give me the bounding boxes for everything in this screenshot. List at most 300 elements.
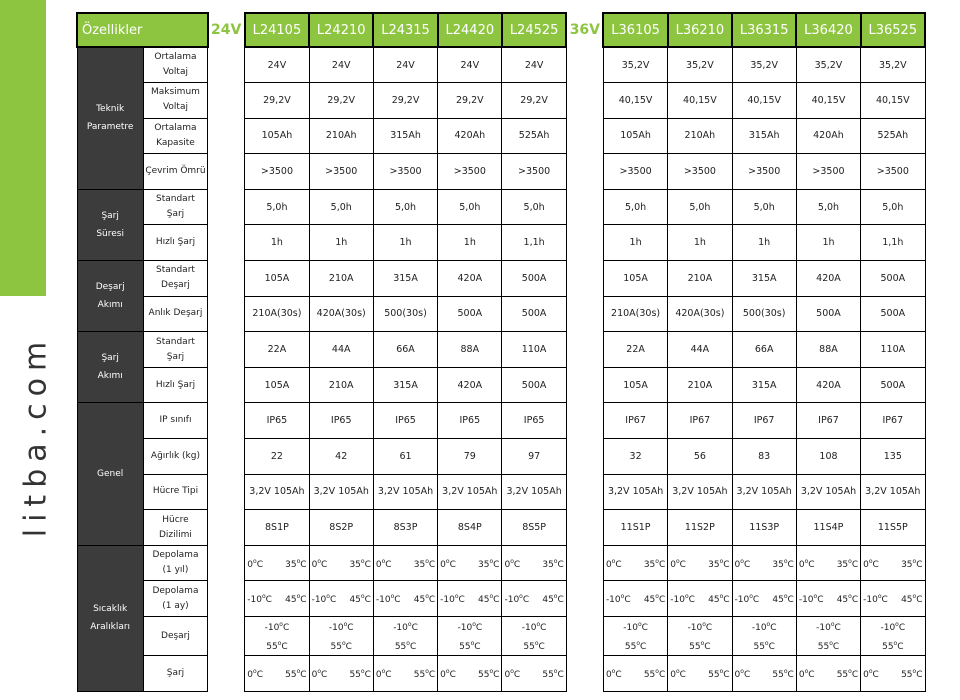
temperature-range-cell (668, 545, 732, 581)
value-cell-36v: 1h (796, 225, 860, 261)
temperature-range-cell (668, 581, 732, 617)
row-label: IP sınıfı (143, 403, 207, 439)
value-cell-24v: 29,2V (245, 83, 309, 119)
model-header-36: L36210 (668, 13, 732, 47)
spec-row (77, 474, 925, 510)
value-cell-24v: >3500 (373, 154, 437, 190)
column-gap (208, 296, 245, 332)
column-gap (566, 47, 603, 83)
group-label-cell: Genel (77, 403, 143, 545)
spec-row (77, 189, 925, 225)
value-cell-36v: 3,2V 105Ah (796, 474, 860, 510)
temperature-range: 0$^o$C 55$^o$C (504, 667, 564, 680)
temperature-range-cell (309, 617, 373, 656)
column-gap (208, 510, 245, 546)
temperature-range-cell (309, 581, 373, 617)
temperature-range-cell (245, 617, 309, 656)
value-cell-24v: 315Ah (373, 118, 437, 154)
column-gap (208, 118, 245, 154)
value-cell-24v: 44A (309, 332, 373, 368)
row-label: Hücre Tipi (143, 474, 207, 510)
column-gap (566, 656, 603, 692)
temperature-range-cell (732, 656, 796, 692)
value-cell-24v: 61 (373, 439, 437, 475)
model-header-24: L24105 (245, 13, 309, 47)
value-cell-36v: 500A (861, 296, 925, 332)
value-cell-24v: 3,2V 105Ah (245, 474, 309, 510)
value-cell-36v: 500(30s) (732, 296, 796, 332)
value-cell-24v: 210Ah (309, 118, 373, 154)
value-cell-36v: >3500 (603, 154, 667, 190)
value-cell-24v: IP65 (309, 403, 373, 439)
value-cell-36v: 500A (796, 296, 860, 332)
column-gap (566, 439, 603, 475)
spec-row (77, 439, 925, 475)
temperature-range: 0$^o$C 35$^o$C (863, 557, 923, 570)
value-cell-36v: 3,2V 105Ah (861, 474, 925, 510)
group-label-cell: Şarj Süresi (77, 189, 143, 260)
row-label: Depolama (1 ay) (143, 581, 207, 617)
temperature-range-cell (309, 545, 373, 581)
temperature-range: 0$^o$C 35$^o$C (670, 557, 730, 570)
row-label: Hızlı Şarj (143, 225, 207, 261)
model-header-24: L24420 (438, 13, 502, 47)
temperature-range: -10$^o$C 55$^o$C (623, 621, 648, 652)
value-cell-36v: 32 (603, 439, 667, 475)
value-cell-36v: 1,1h (861, 225, 925, 261)
temperature-range-cell (861, 617, 925, 656)
value-cell-36v: 525Ah (861, 118, 925, 154)
column-gap (566, 225, 603, 261)
column-gap (208, 474, 245, 510)
value-cell-36v: 11S3P (732, 510, 796, 546)
column-gap (208, 617, 245, 656)
value-cell-36v: >3500 (668, 154, 732, 190)
model-header-36: L36525 (861, 13, 925, 47)
value-cell-24v: 315A (373, 367, 437, 403)
temperature-range-cell (502, 617, 566, 656)
value-cell-36v: 110A (861, 332, 925, 368)
value-cell-36v: 420A (796, 261, 860, 297)
value-cell-24v: 1h (438, 225, 502, 261)
spec-row (77, 83, 925, 119)
value-cell-24v: IP65 (245, 403, 309, 439)
spec-table-container (76, 12, 926, 689)
value-cell-36v: 88A (796, 332, 860, 368)
value-cell-36v: 22A (603, 332, 667, 368)
value-cell-24v: 1h (309, 225, 373, 261)
value-cell-36v: 420A (796, 367, 860, 403)
temperature-range: -10$^o$C 45$^o$C (311, 593, 371, 606)
value-cell-36v: 420Ah (796, 118, 860, 154)
value-cell-24v: 79 (438, 439, 502, 475)
value-cell-36v: 40,15V (861, 83, 925, 119)
value-cell-36v: 11S5P (861, 510, 925, 546)
row-label: Standart Şarj (143, 189, 207, 225)
column-gap (566, 296, 603, 332)
temperature-range-cell (603, 617, 667, 656)
column-gap (208, 332, 245, 368)
temperature-range: -10$^o$C 45$^o$C (440, 593, 500, 606)
value-cell-36v: IP67 (796, 403, 860, 439)
value-cell-36v: 35,2V (603, 47, 667, 83)
value-cell-24v: 22A (245, 332, 309, 368)
value-cell-36v: 56 (668, 439, 732, 475)
temperature-range: -10$^o$C 55$^o$C (457, 621, 483, 652)
temperature-range: 0$^o$C 35$^o$C (247, 557, 307, 570)
temperature-range: 0$^o$C 55$^o$C (605, 667, 666, 680)
column-gap (208, 189, 245, 225)
spec-row (77, 656, 925, 692)
column-gap (208, 545, 245, 581)
temperature-range: 0$^o$C 35$^o$C (440, 557, 500, 570)
value-cell-24v: 5,0h (309, 189, 373, 225)
temperature-range-cell (438, 581, 502, 617)
value-cell-36v: 35,2V (732, 47, 796, 83)
value-cell-36v: 5,0h (668, 189, 732, 225)
row-label: Maksimum Voltaj (143, 83, 207, 119)
value-cell-24v: 24V (245, 47, 309, 83)
value-cell-24v: 5,0h (502, 189, 566, 225)
row-label: Standart Deşarj (143, 261, 207, 297)
value-cell-24v: 210A(30s) (245, 296, 309, 332)
value-cell-24v: 500A (438, 296, 502, 332)
value-cell-36v: 210A (668, 367, 732, 403)
row-label: Ortalama Voltaj (143, 47, 207, 83)
value-cell-24v: >3500 (309, 154, 373, 190)
value-cell-24v: 8S3P (373, 510, 437, 546)
column-gap (208, 83, 245, 119)
temperature-range-cell (732, 581, 796, 617)
value-cell-36v: 5,0h (861, 189, 925, 225)
model-header-36: L36105 (603, 13, 667, 47)
value-cell-24v: >3500 (245, 154, 309, 190)
value-cell-24v: 97 (502, 439, 566, 475)
value-cell-24v: 3,2V 105Ah (309, 474, 373, 510)
temperature-range: -10$^o$C 45$^o$C (734, 593, 794, 606)
temperature-range: 0$^o$C 55$^o$C (863, 667, 923, 680)
temperature-range: -10$^o$C 45$^o$C (605, 593, 666, 606)
temperature-range-cell (603, 656, 667, 692)
temperature-range-cell (438, 656, 502, 692)
temperature-range-cell (438, 545, 502, 581)
model-header-24: L24525 (502, 13, 566, 47)
temperature-range-cell (668, 617, 732, 656)
temperature-range: 0$^o$C 55$^o$C (247, 667, 307, 680)
value-cell-24v: 8S5P (502, 510, 566, 546)
value-cell-36v: 35,2V (861, 47, 925, 83)
value-cell-24v: 1h (373, 225, 437, 261)
row-label: Şarj (143, 656, 207, 692)
column-gap (566, 261, 603, 297)
value-cell-36v: 1h (732, 225, 796, 261)
group-label-cell: Sıcaklık Aralıkları (77, 545, 143, 691)
column-gap (566, 118, 603, 154)
value-cell-36v: 210A (668, 261, 732, 297)
row-label: Hücre Dizilimi (143, 510, 207, 546)
value-cell-24v: 8S2P (309, 510, 373, 546)
temperature-range-cell (245, 545, 309, 581)
value-cell-24v: 420Ah (438, 118, 502, 154)
spec-row (77, 403, 925, 439)
column-gap (566, 510, 603, 546)
temperature-range: 0$^o$C 35$^o$C (798, 557, 859, 570)
temperature-range-cell (732, 617, 796, 656)
value-cell-36v: IP67 (732, 403, 796, 439)
temperature-range: 0$^o$C 35$^o$C (311, 557, 371, 570)
value-cell-24v: 500(30s) (373, 296, 437, 332)
value-cell-36v: 5,0h (603, 189, 667, 225)
value-cell-24v: 5,0h (245, 189, 309, 225)
column-gap (208, 581, 245, 617)
value-cell-24v: 29,2V (373, 83, 437, 119)
temperature-range-cell (732, 545, 796, 581)
value-cell-36v: 315A (732, 367, 796, 403)
temperature-range-cell (796, 617, 860, 656)
value-cell-24v: 420A(30s) (309, 296, 373, 332)
value-cell-36v: 35,2V (668, 47, 732, 83)
value-cell-24v: 66A (373, 332, 437, 368)
spec-row (77, 261, 925, 297)
value-cell-36v: 5,0h (796, 189, 860, 225)
temperature-range-cell (796, 581, 860, 617)
value-cell-24v: 500A (502, 296, 566, 332)
temperature-range-cell (373, 656, 437, 692)
value-cell-36v: 1h (603, 225, 667, 261)
temperature-range-cell (373, 617, 437, 656)
temperature-range: -10$^o$C 55$^o$C (880, 621, 906, 652)
row-label: Ortalama Kapasite (143, 118, 207, 154)
value-cell-24v: 105Ah (245, 118, 309, 154)
value-cell-36v: 3,2V 105Ah (732, 474, 796, 510)
brand-watermark: litba.com (18, 334, 54, 538)
temperature-range: 0$^o$C 55$^o$C (798, 667, 859, 680)
spec-row (77, 510, 925, 546)
temperature-range-cell (438, 617, 502, 656)
value-cell-24v: 420A (438, 261, 502, 297)
column-gap (566, 617, 603, 656)
value-cell-36v: 315A (732, 261, 796, 297)
value-cell-36v: 40,15V (668, 83, 732, 119)
value-cell-24v: 500A (502, 261, 566, 297)
temperature-range: -10$^o$C 55$^o$C (687, 621, 713, 652)
value-cell-36v: 135 (861, 439, 925, 475)
temperature-range: -10$^o$C 45$^o$C (375, 593, 436, 606)
temperature-range: 0$^o$C 55$^o$C (375, 667, 436, 680)
temperature-range-cell (603, 545, 667, 581)
value-cell-36v: 105A (603, 261, 667, 297)
value-cell-24v: 24V (373, 47, 437, 83)
value-cell-36v: 40,15V (603, 83, 667, 119)
spec-row (77, 617, 925, 656)
value-cell-36v: 1h (668, 225, 732, 261)
spec-row (77, 154, 925, 190)
value-cell-36v: 315Ah (732, 118, 796, 154)
value-cell-36v: 11S1P (603, 510, 667, 546)
temperature-range-cell (245, 581, 309, 617)
temperature-range: 0$^o$C 55$^o$C (440, 667, 500, 680)
value-cell-36v: 500A (861, 367, 925, 403)
value-cell-24v: 110A (502, 332, 566, 368)
model-header-36: L36420 (796, 13, 860, 47)
value-cell-36v: 210Ah (668, 118, 732, 154)
spec-row (77, 581, 925, 617)
temperature-range: -10$^o$C 55$^o$C (393, 621, 418, 652)
value-cell-24v: IP65 (373, 403, 437, 439)
row-label: Hızlı Şarj (143, 367, 207, 403)
temperature-range: 0$^o$C 35$^o$C (375, 557, 436, 570)
temperature-range-cell (668, 656, 732, 692)
temperature-range: -10$^o$C 55$^o$C (328, 621, 354, 652)
value-cell-24v: 29,2V (438, 83, 502, 119)
column-gap (566, 367, 603, 403)
value-cell-24v: 105A (245, 261, 309, 297)
row-label: Anlık Deşarj (143, 296, 207, 332)
temperature-range: 0$^o$C 35$^o$C (734, 557, 794, 570)
temperature-range: -10$^o$C 45$^o$C (798, 593, 859, 606)
header-title: Özellikler (77, 13, 208, 47)
temperature-range: -10$^o$C 55$^o$C (816, 621, 841, 652)
temperature-range: -10$^o$C 45$^o$C (247, 593, 307, 606)
spec-row (77, 367, 925, 403)
value-cell-24v: 1h (245, 225, 309, 261)
temperature-range-cell (245, 656, 309, 692)
column-gap (566, 545, 603, 581)
value-cell-36v: >3500 (796, 154, 860, 190)
temperature-range-cell (502, 545, 566, 581)
voltage-24v-label: 24V (211, 22, 242, 38)
temperature-range: -10$^o$C 45$^o$C (504, 593, 564, 606)
temperature-range: -10$^o$C 45$^o$C (863, 593, 923, 606)
temperature-range-cell (861, 656, 925, 692)
temperature-range: 0$^o$C 35$^o$C (504, 557, 564, 570)
value-cell-24v: IP65 (502, 403, 566, 439)
spec-row (77, 332, 925, 368)
value-cell-36v: 3,2V 105Ah (603, 474, 667, 510)
model-header-36: L36315 (732, 13, 796, 47)
value-cell-24v: >3500 (438, 154, 502, 190)
value-cell-36v: 500A (861, 261, 925, 297)
temperature-range-cell (796, 545, 860, 581)
value-cell-36v: >3500 (732, 154, 796, 190)
value-cell-24v: 315A (373, 261, 437, 297)
spec-row (77, 47, 925, 83)
value-cell-36v: 40,15V (732, 83, 796, 119)
value-cell-36v: 3,2V 105Ah (668, 474, 732, 510)
column-gap (208, 403, 245, 439)
row-label: Çevrim Ömrü (143, 154, 207, 190)
group-label-cell: Şarj Akımı (77, 332, 143, 403)
column-gap (208, 261, 245, 297)
temperature-range-cell (373, 581, 437, 617)
value-cell-24v: 3,2V 105Ah (373, 474, 437, 510)
column-gap (208, 656, 245, 692)
value-cell-36v: 35,2V (796, 47, 860, 83)
temperature-range-cell (603, 581, 667, 617)
temperature-range-cell (861, 545, 925, 581)
value-cell-36v: IP67 (861, 403, 925, 439)
temperature-range: 0$^o$C 55$^o$C (734, 667, 794, 680)
temperature-range-cell (309, 656, 373, 692)
value-cell-36v: IP67 (668, 403, 732, 439)
value-cell-36v: 11S4P (796, 510, 860, 546)
value-cell-36v: 5,0h (732, 189, 796, 225)
value-cell-24v: 42 (309, 439, 373, 475)
column-gap (566, 154, 603, 190)
value-cell-24v: 5,0h (373, 189, 437, 225)
value-cell-36v: 11S2P (668, 510, 732, 546)
column-gap (208, 225, 245, 261)
value-cell-36v: 105A (603, 367, 667, 403)
value-cell-24v: 29,2V (309, 83, 373, 119)
value-cell-24v: 105A (245, 367, 309, 403)
spec-table (76, 12, 926, 692)
column-gap (566, 581, 603, 617)
temperature-range: -10$^o$C 55$^o$C (264, 621, 290, 652)
value-cell-36v: 420A(30s) (668, 296, 732, 332)
value-cell-36v: >3500 (861, 154, 925, 190)
temperature-range-cell (861, 581, 925, 617)
model-header-24: L24315 (373, 13, 437, 47)
value-cell-24v: 1,1h (502, 225, 566, 261)
row-label: Depolama (1 yıl) (143, 545, 207, 581)
brand-accent-bar (0, 0, 46, 296)
value-cell-24v: 22 (245, 439, 309, 475)
value-cell-24v: 3,2V 105Ah (502, 474, 566, 510)
column-gap (566, 189, 603, 225)
group-label-cell: Teknik Parametre (77, 47, 143, 189)
column-gap (208, 367, 245, 403)
temperature-range: 0$^o$C 55$^o$C (670, 667, 730, 680)
value-cell-24v: 29,2V (502, 83, 566, 119)
spec-row (77, 545, 925, 581)
value-cell-24v: 88A (438, 332, 502, 368)
value-cell-24v: 24V (438, 47, 502, 83)
temperature-range-cell (502, 581, 566, 617)
spec-row (77, 225, 925, 261)
header-row (77, 13, 925, 47)
value-cell-24v: 3,2V 105Ah (438, 474, 502, 510)
value-cell-36v: 83 (732, 439, 796, 475)
temperature-range: 0$^o$C 55$^o$C (311, 667, 371, 680)
value-cell-24v: 500A (502, 367, 566, 403)
column-gap (566, 332, 603, 368)
column-gap (208, 439, 245, 475)
temperature-range-cell (502, 656, 566, 692)
value-cell-24v: 210A (309, 261, 373, 297)
value-cell-24v: IP65 (438, 403, 502, 439)
column-gap (208, 154, 245, 190)
value-cell-24v: 8S4P (438, 510, 502, 546)
value-cell-36v: 210A(30s) (603, 296, 667, 332)
value-cell-24v: 24V (309, 47, 373, 83)
value-cell-36v: IP67 (603, 403, 667, 439)
value-cell-24v: 210A (309, 367, 373, 403)
column-gap (566, 403, 603, 439)
spec-row (77, 118, 925, 154)
temperature-range: -10$^o$C 55$^o$C (751, 621, 777, 652)
group-label-cell: Deşarj Akımı (77, 261, 143, 332)
value-cell-36v: 105Ah (603, 118, 667, 154)
value-cell-24v: 8S1P (245, 510, 309, 546)
value-cell-24v: 5,0h (438, 189, 502, 225)
value-cell-36v: 108 (796, 439, 860, 475)
value-cell-24v: 24V (502, 47, 566, 83)
column-gap (208, 47, 245, 83)
column-gap (566, 83, 603, 119)
model-header-24: L24210 (309, 13, 373, 47)
voltage-36v-label: 36V (569, 22, 601, 38)
